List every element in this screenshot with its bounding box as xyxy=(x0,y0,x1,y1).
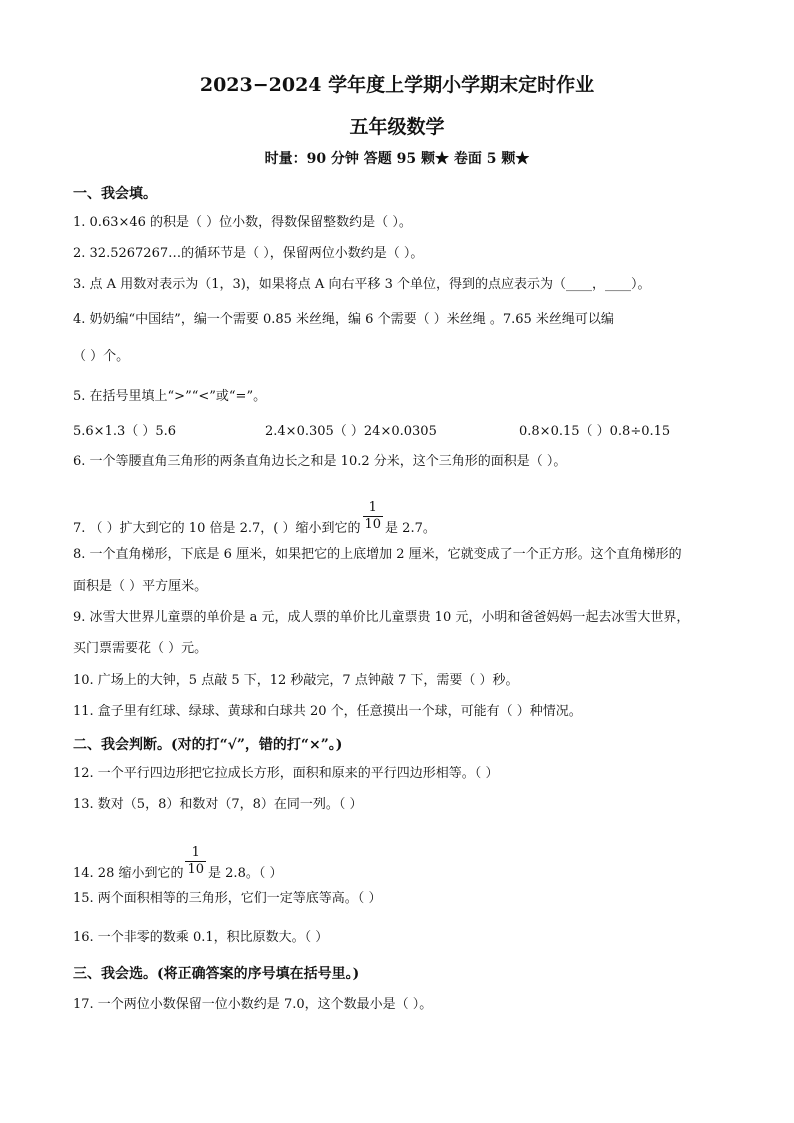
fraction-numerator: 1 xyxy=(363,500,384,517)
question-12: 12. 一个平行四边形把它拉成长方形，面积和原来的平行四边形相等。（ ） xyxy=(73,766,499,781)
fraction-denominator: 10 xyxy=(187,862,205,877)
question-8-line-1: 8. 一个直角梯形，下底是 6 厘米，如果把它的上底增加 2 厘米，它就变成了一个正方形。这个直角梯形的 xyxy=(73,547,682,562)
fraction-numerator: 1 xyxy=(185,845,206,862)
question-15: 15. 两个面积相等的三角形，它们一定等底等高。（ ） xyxy=(73,891,382,906)
question-5-compare-2: 2.4×0.305（ ）24×0.0305 xyxy=(265,424,437,439)
question-5-compare-1: 5.6×1.3（ ）5.6 xyxy=(73,424,177,439)
section-fill-heading: 一、我会填。 xyxy=(73,186,157,202)
question-11: 11. 盒子里有红球、绿球、黄球和白球共 20 个，任意摸出一个球，可能有（ ）种情况。 xyxy=(73,704,582,719)
question-1: 1. 0.63×46 的积是（ ）位小数，得数保留整数约是（ ）。 xyxy=(73,215,412,230)
question-7 xyxy=(73,500,436,545)
question-7-text-b: 是 2.7。 xyxy=(385,521,436,536)
question-8-line-2: 面积是（ ）平方厘米。 xyxy=(73,579,208,594)
exam-info: 时量：90 分钟 答题 95 颗★ 卷面 5 颗★ xyxy=(264,151,530,167)
question-5: 5. 在括号里填上“>”“<”或“=”。 xyxy=(73,389,267,404)
fraction-one-tenth xyxy=(185,845,206,878)
fraction-one-tenth xyxy=(363,500,384,533)
question-6: 6. 一个等腰直角三角形的两条直角边长之和是 10.2 分米，这个三角形的面积是（ ）。 xyxy=(73,454,567,469)
question-5-compare-3: 0.8×0.15（ ）0.8÷0.15 xyxy=(519,424,671,439)
question-4-line-1: 4. 奶奶编“中国结”，编一个需要 0.85 米丝绳，编 6 个需要（ ）米丝绳 。7.65 米丝绳可以编 xyxy=(73,312,614,327)
question-2: 2. 32.5267267…的循环节是（ ），保留两位小数约是（ ）。 xyxy=(73,246,424,261)
question-14-text-a: 14. 28 缩小到它的 xyxy=(73,866,184,881)
question-16: 16. 一个非零的数乘 0.1，积比原数大。（ ） xyxy=(73,930,329,945)
question-9-line-2: 买门票需要花（ ）元。 xyxy=(73,641,208,656)
question-10: 10. 广场上的大钟，5 点敲 5 下，12 秒敲完，7 点钟敲 7 下，需要（ ）秒。 xyxy=(73,673,519,688)
question-7-text-a: 7. （ ）扩大到它的 10 倍是 2.7，( ）缩小到它的 xyxy=(73,521,361,536)
question-3: 3. 点 A 用数对表示为（1，3)，如果将点 A 向右平移 3 个单位，得到的点应表示为（____，____）。 xyxy=(73,277,651,292)
question-9-line-1: 9. 冰雪大世界儿童票的单价是 a 元，成人票的单价比儿童票贵 10 元，小明和爸爸妈妈一起去冰雪大世界， xyxy=(73,610,690,625)
fraction-denominator: 10 xyxy=(364,517,382,532)
exam-title: 2023−2024 学年度上学期小学期末定时作业 xyxy=(199,74,595,96)
section-judge-heading: 二、我会判断。(对的打“√”，错的打“×”。) xyxy=(73,737,343,753)
question-13: 13. 数对（5，8）和数对（7，8）在同一列。（ ） xyxy=(73,797,363,812)
section-choose-heading: 三、我会选。(将正确答案的序号填在括号里。) xyxy=(73,966,360,982)
question-14-text-b: 是 2.8。（ ） xyxy=(208,866,283,881)
exam-subtitle: 五年级数学 xyxy=(349,116,445,138)
question-14 xyxy=(73,845,283,890)
question-17: 17. 一个两位小数保留一位小数约是 7.0，这个数最小是（ ）。 xyxy=(73,997,433,1012)
question-4-line-2: （ ）个。 xyxy=(73,349,130,364)
